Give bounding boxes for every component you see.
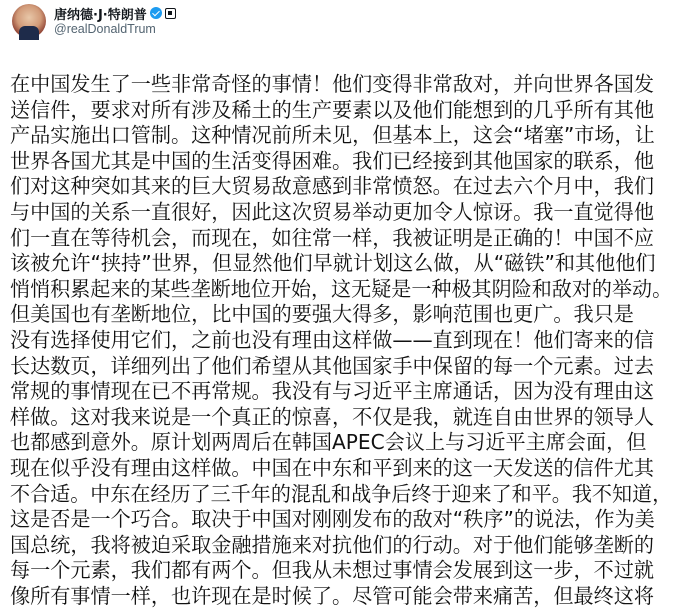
post-text-line: 也都感到意外。原计划两周后在韩国APEC会议上与习近平主席会面，但: [10, 430, 647, 455]
post-text-line: 产品实施出口管制。这种情况前所未见，但基本上，这会“堵塞”市场，让: [10, 123, 655, 148]
post-text-line: 该被允许“挟持”世界，但显然他们早就计划这么做，从“磁铁”和其他他们: [10, 251, 656, 276]
post-body: [10, 72, 674, 609]
author-name-row[interactable]: [54, 4, 176, 22]
post-text-line: 在中国发生了一些非常奇怪的事情！他们变得非常敌对，并向世界各国发: [10, 72, 655, 96]
post-text-line: 国总统，我将被迫采取金融措施来对抗他们的行动。对于他们能够垄断的: [10, 532, 655, 557]
post-text-line: 像所有事情一样，也许现在是时候了。尽管可能会带来痛苦，但最终这将: [10, 583, 655, 608]
verified-badge-icon: [150, 7, 162, 19]
government-affiliation-icon: [165, 8, 176, 19]
post-text-line: 每一个元素，我们都有两个。但我从未想过事情会发展到这一步，不过就: [10, 558, 655, 583]
post-text-line: 们一直在等待机会，而现在，如往常一样，我被证明是正确的！中国不应: [10, 225, 655, 250]
author-handle[interactable]: @realDonaldTrum: [54, 22, 156, 36]
author-display-name[interactable]: 唐纳德·J·特朗普: [54, 7, 147, 23]
post-header: [12, 4, 672, 40]
post-text-line: 悄悄积累起来的某些垄断地位开始，这无疑是一种极其阴险和敌对的举动。: [10, 276, 673, 301]
post-text-line: 长达数页，详细列出了他们希望从其他国家手中保留的每一个元素。过去: [10, 353, 655, 378]
post-text-line: 常规的事情现在已不再常规。我没有与习近平主席通话，因为没有理由这: [10, 379, 655, 404]
post-text-line: 现在似乎没有理由这样做。中国在中东和平到来的这一天发送的信件尤其: [10, 455, 655, 480]
post-text-line: 世界各国尤其是中国的生活变得困难。我们已经接到其他国家的联系，他: [10, 148, 655, 173]
post-text-line: 与中国的关系一直很好，因此这次贸易举动更加令人惊讶。我一直觉得他: [10, 199, 655, 224]
post-text-line: 这是否是一个巧合。取决于中国对刚刚发布的敌对“秩序”的说法，作为美: [10, 507, 655, 532]
post-text-line: 但美国也有垄断地位，比中国的要强大得多，影响范围也更广。我只是: [10, 302, 634, 327]
post-text-line: 们对这种突如其来的巨大贸易敌意感到非常愤怒。在过去六个月中，我们: [10, 174, 655, 199]
avatar[interactable]: [12, 4, 46, 38]
post-text-line: 样做。这对我来说是一个真正的惊喜，不仅是我，就连自由世界的领导人: [10, 404, 655, 429]
post-text-line: 送信件，要求对所有涉及稀土的生产要素以及他们能想到的几乎所有其他: [10, 97, 655, 122]
post-text-line: 没有选择使用它们，之前也没有理由这样做——直到现在！他们寄来的信: [10, 327, 655, 352]
post-text-line: 不合适。中东在经历了三千年的混乱和战争后终于迎来了和平。我不知道，: [10, 481, 673, 506]
